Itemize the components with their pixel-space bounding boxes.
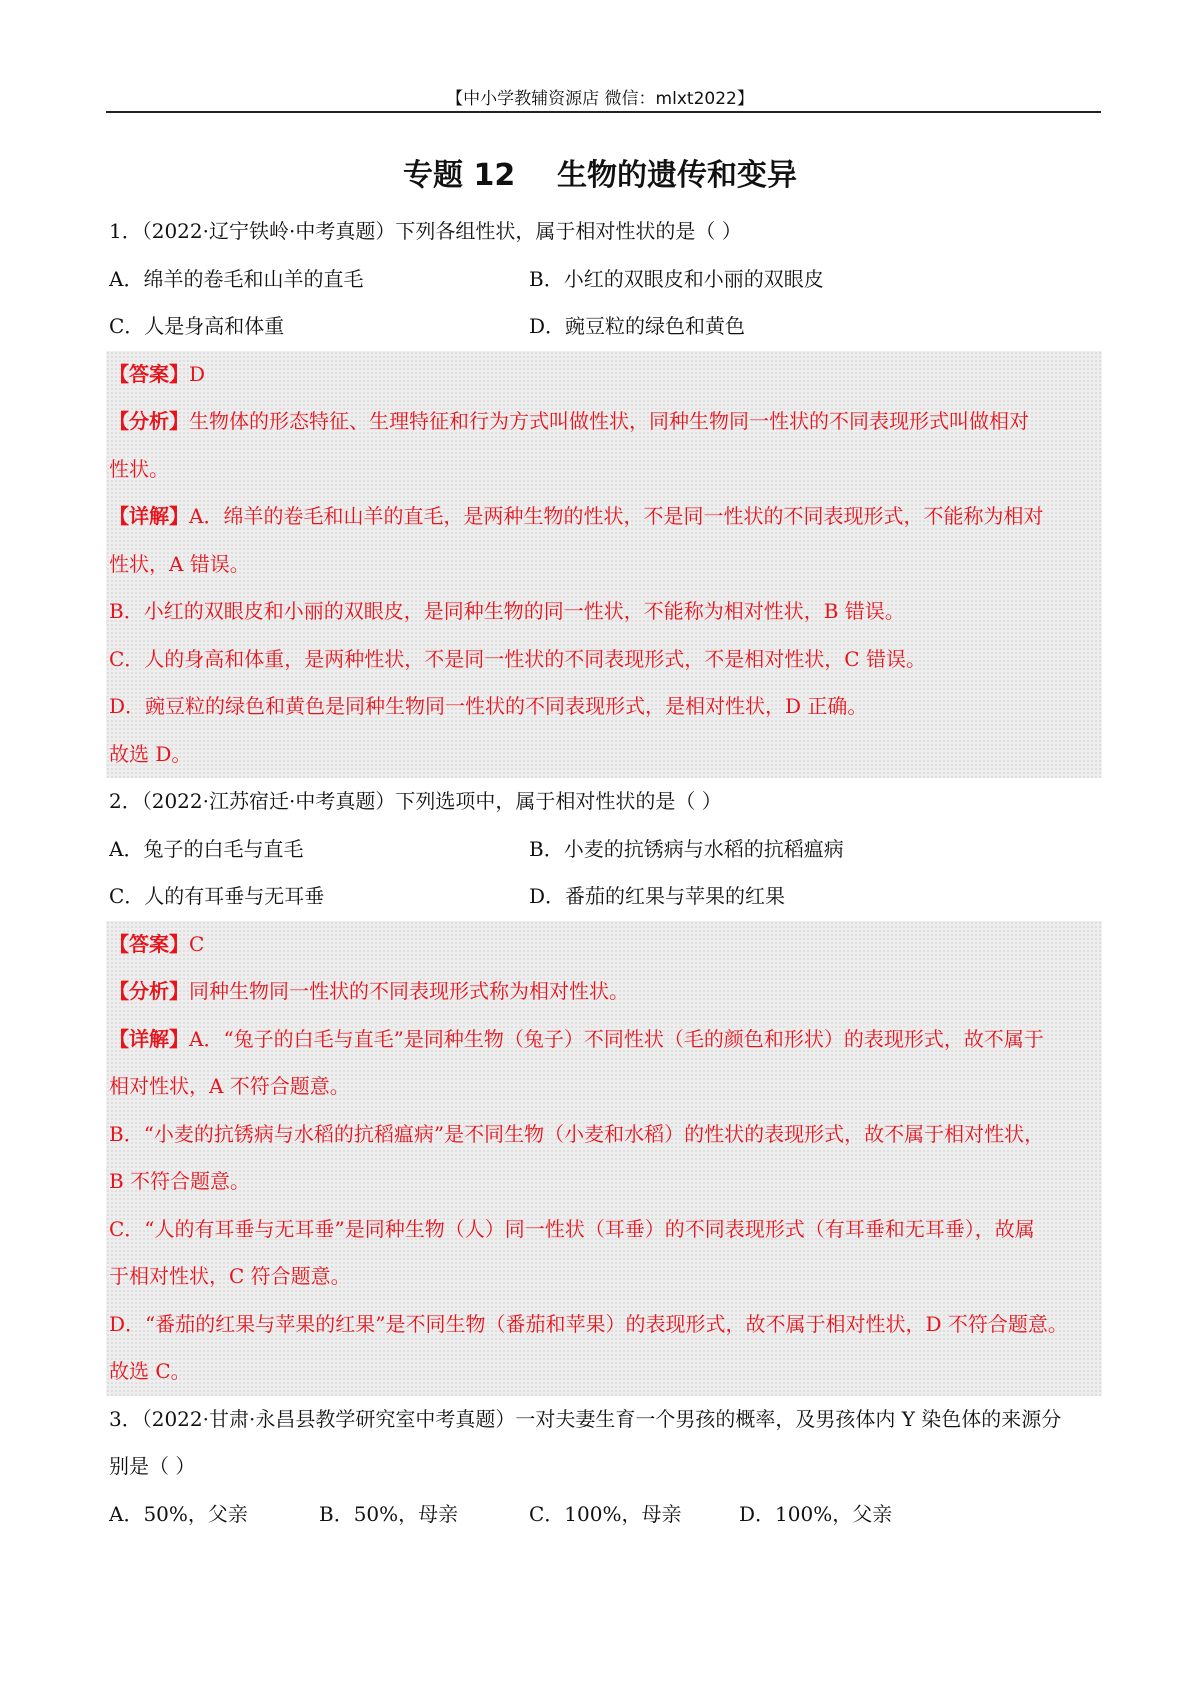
q2-option-c: C．人的有耳垂与无耳垂 xyxy=(109,884,325,908)
q1-option-a: A．绵羊的卷毛和山羊的直毛 xyxy=(109,266,364,291)
q2-analysis-tag: 【分析】 xyxy=(109,979,189,1003)
questions-content xyxy=(109,208,1099,1538)
q2-detail-line-2: 相对性状，A 不符合题意。 xyxy=(109,1074,350,1098)
q2-options-row-2 xyxy=(109,873,1099,921)
q2-detail-line-3: B．“小麦的抗锈病与水稻的抗稻瘟病”是不同生物（小麦和水稻）的性状的表现形式，故不属于相对性状， xyxy=(109,1121,1045,1146)
q2-option-d: D．番茄的红果与苹果的红果 xyxy=(529,884,786,908)
q2-detail-line-4: B 不符合题意。 xyxy=(109,1169,251,1193)
q2-stem: 2．（2022·江苏宿迁·中考真题）下列选项中，属于相对性状的是（ ） xyxy=(109,789,722,813)
q3-option-b: B．50%，母亲 xyxy=(319,1501,459,1526)
q2-options-row-1 xyxy=(109,826,1099,874)
q1-answer-value: D xyxy=(189,361,206,386)
q2-analysis-text: 同种生物同一性状的不同表现形式称为相对性状。 xyxy=(189,979,629,1003)
q1-option-c: C．人是身高和体重 xyxy=(109,314,285,338)
q3-options-row xyxy=(109,1491,1099,1539)
q2-option-a: A．兔子的白毛与直毛 xyxy=(109,836,304,861)
header-divider xyxy=(106,111,1101,113)
q1-stem: 1．（2022·辽宁铁岭·中考真题）下列各组性状，属于相对性状的是（ ） xyxy=(109,219,742,243)
q2-detail-tag: 【详解】 xyxy=(109,1026,189,1051)
q1-answer-tag: 【答案】 xyxy=(109,361,189,386)
q2-answer xyxy=(109,921,1102,969)
q1-detail-line-2: 性状，A 错误。 xyxy=(109,551,250,576)
q1-detail-line-3: B．小红的双眼皮和小丽的双眼皮，是同种生物的同一性状，不能称为相对性状，B 错误。 xyxy=(109,599,905,623)
q1-options-row-2 xyxy=(109,303,1099,351)
q1-detail xyxy=(109,493,1102,541)
q1-option-d: D．豌豆粒的绿色和黄色 xyxy=(529,314,746,338)
q2-detail xyxy=(109,1016,1102,1064)
q1-detail-tag: 【详解】 xyxy=(109,504,189,528)
q2-conclusion: 故选 C。 xyxy=(109,1359,191,1383)
q1-option-b: B．小红的双眼皮和小丽的双眼皮 xyxy=(529,266,824,291)
q1-answer xyxy=(109,351,1102,399)
q2-analysis xyxy=(109,968,1102,1016)
page-title: 专题 12 生物的遗传和变异 xyxy=(403,158,797,193)
q1-analysis xyxy=(109,398,1102,446)
q2-detail-line-5: C．“人的有耳垂与无耳垂”是同种生物（人）同一性状（耳垂）的不同表现形式（有耳垂和无耳垂），故属 xyxy=(109,1216,1035,1241)
q1-analysis-text: 生物体的形态特征、生理特征和行为方式叫做性状，同种生物同一性状的不同表现形式叫做相对 xyxy=(189,409,1029,433)
q1-detail-line-5: D．豌豆粒的绿色和黄色是同种生物同一性状的不同表现形式，是相对性状，D 正确。 xyxy=(109,694,868,718)
q2-detail-text: A．“兔子的白毛与直毛”是同种生物（兔子）不同性状（毛的颜色和形状）的表现形式，故不属于 xyxy=(189,1026,1044,1051)
q2-detail-line-7: D．“番茄的红果与苹果的红果”是不同生物（番茄和苹果）的表现形式，故不属于相对性状，D 不符合题意。 xyxy=(109,1311,1068,1336)
q1-analysis-tag: 【分析】 xyxy=(109,409,189,433)
q2-answer-block xyxy=(106,921,1102,1396)
q2-answer-value: C xyxy=(189,931,205,956)
page-header: 【中小学教辅资源店 微信：mlxt2022】 xyxy=(446,89,754,109)
q1-detail-line-4: C．人的身高和体重，是两种性状，不是同一性状的不同表现形式，不是相对性状，C 错误。 xyxy=(109,646,926,671)
q3-option-c: C．100%，母亲 xyxy=(529,1501,682,1526)
q3-stem: 3．（2022·甘肃·永昌县教学研究室中考真题）一对夫妻生育一个男孩的概率，及男孩体内 Y 染色体的来源分 xyxy=(109,1406,1062,1431)
q1-detail-text: A．绵羊的卷毛和山羊的直毛，是两种生物的性状，不是同一性状的不同表现形式，不能称为相对 xyxy=(189,504,1044,528)
q3-stem-cont: 别是（ ） xyxy=(109,1454,196,1478)
q1-options-row-1 xyxy=(109,256,1099,304)
q3-option-d: D．100%，父亲 xyxy=(739,1501,893,1526)
q1-analysis-cont: 性状。 xyxy=(109,456,169,481)
q2-detail-line-6: 于相对性状，C 符合题意。 xyxy=(109,1264,351,1288)
q3-option-a: A．50%，父亲 xyxy=(109,1501,248,1526)
q1-answer-block xyxy=(106,351,1102,779)
q2-answer-tag: 【答案】 xyxy=(109,931,189,956)
q2-option-b: B．小麦的抗锈病与水稻的抗稻瘟病 xyxy=(529,836,844,861)
q1-conclusion: 故选 D。 xyxy=(109,741,192,766)
